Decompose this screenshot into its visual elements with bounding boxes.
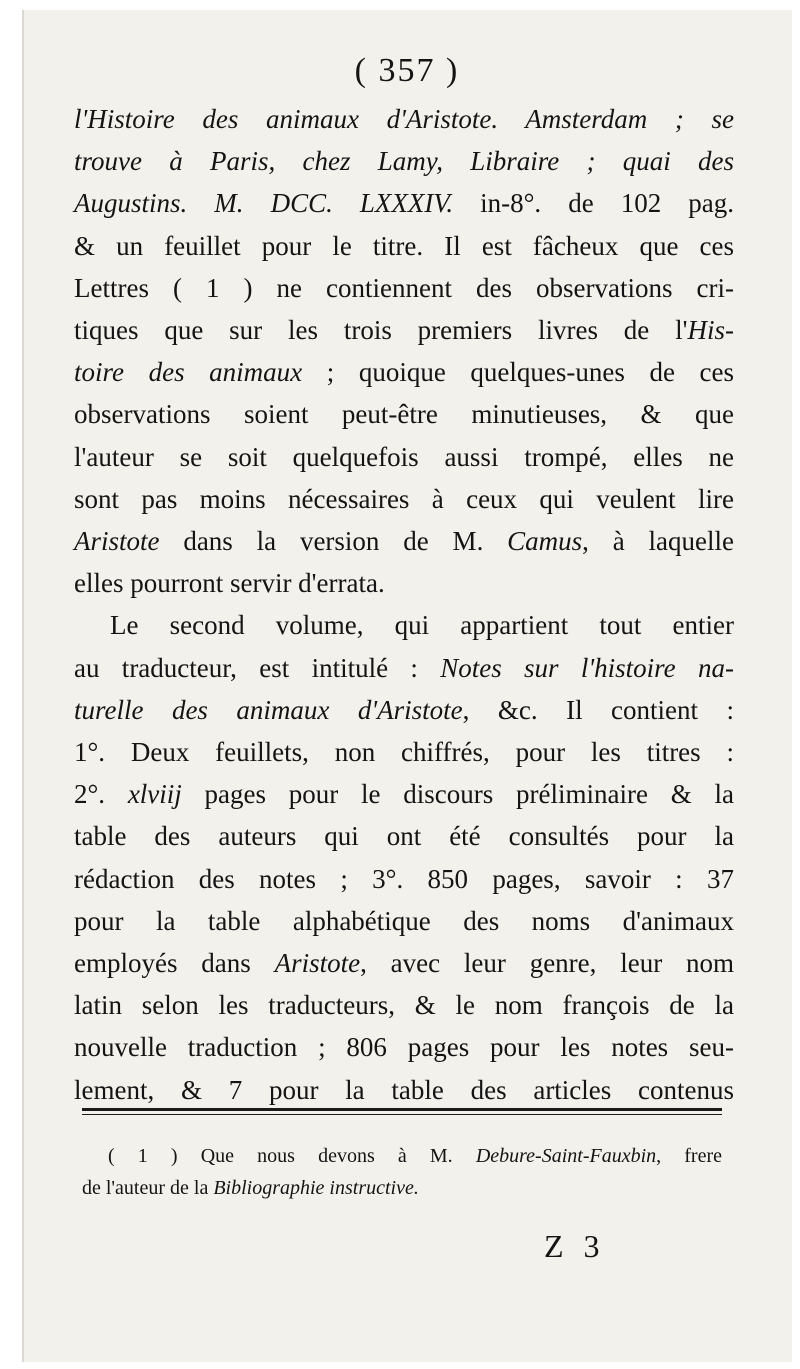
- text-line: [74, 309, 734, 351]
- footnote-line: [82, 1172, 722, 1204]
- text-line: [74, 98, 734, 140]
- text-line: [74, 773, 734, 815]
- text-line: [74, 1069, 734, 1111]
- italic-text: Debure-Saint-Fauxbin: [475, 1145, 657, 1167]
- text-run: dans la version de M.: [159, 526, 508, 557]
- text-run: table des auteurs qui ont été consultés pour la: [74, 821, 734, 852]
- text-line: [74, 393, 734, 435]
- footnote-rule: [82, 1108, 722, 1111]
- text-run: latin selon les traducteurs, & le nom françois de la: [74, 990, 734, 1021]
- italic-text: turelle des animaux d'Aristote: [74, 694, 463, 725]
- text-run: , frere: [656, 1145, 723, 1167]
- text-run: ; quoique quelques-unes de ces: [302, 357, 735, 388]
- text-run: lement, & 7 pour la table des articles contenus: [74, 1074, 734, 1105]
- text-run: Lettres ( 1 ) ne contiennent des observations cri-: [74, 272, 734, 303]
- text-run: l'auteur se soit quelquefois aussi trompé, elles ne: [74, 441, 734, 472]
- text-run: au traducteur, est intitulé :: [74, 652, 441, 683]
- text-run: rédaction des notes ; 3°. 850 pages, savoir : 37: [74, 863, 734, 894]
- italic-text: His-: [687, 315, 734, 346]
- footnote-line: [82, 1140, 722, 1172]
- italic-text: toire des animaux: [74, 357, 303, 388]
- text-line: [74, 478, 734, 520]
- text-line: [74, 984, 734, 1026]
- printer-signature: Z 3: [544, 1228, 606, 1264]
- text-run: 2°.: [74, 779, 128, 810]
- text-line: [74, 731, 734, 773]
- italic-text: Aristote: [74, 526, 160, 557]
- footnote: [82, 1140, 722, 1204]
- text-line: [74, 267, 734, 309]
- text-line: [74, 815, 734, 857]
- text-line: [74, 562, 734, 604]
- text-run: , &c. Il contient :: [462, 694, 735, 725]
- text-line: [74, 140, 734, 182]
- main-text: [74, 98, 734, 1111]
- text-line: [74, 604, 734, 646]
- text-line: [74, 858, 734, 900]
- text-run: observations soient peut-être minutieuses, & que: [74, 399, 734, 430]
- text-run: 1°. Deux feuillets, non chiffrés, pour les titres :: [74, 737, 734, 768]
- text-run: ( 1 ) Que nous devons à M.: [108, 1145, 476, 1167]
- text-run: tiques que sur les trois premiers livres de l': [74, 315, 688, 346]
- book-page: [22, 10, 792, 1362]
- text-run: pour la table alphabétique des noms d'animaux: [74, 905, 734, 936]
- text-run: nouvelle traduction ; 806 pages pour les notes seu-: [74, 1032, 734, 1063]
- italic-text: Notes sur l'histoire na-: [440, 652, 734, 683]
- text-line: [74, 647, 734, 689]
- text-run: employés dans: [74, 948, 275, 979]
- text-run: Le second volume, qui appartient tout entier: [110, 610, 734, 641]
- italic-text: l'Histoire des animaux d'Aristote. Amsterdam ; se: [74, 104, 734, 134]
- footnote-rule-thin: [82, 1114, 722, 1115]
- text-line: [74, 182, 734, 224]
- text-run: elles pourront servir d'errata.: [74, 568, 385, 599]
- text-run: sont pas moins nécessaires à ceux qui veulent lire: [74, 483, 734, 514]
- text-line: [74, 351, 734, 393]
- italic-text: Aristote: [274, 948, 361, 979]
- text-line: [74, 900, 734, 942]
- text-line: [74, 225, 734, 267]
- italic-text: Camus: [507, 526, 583, 557]
- text-line: [74, 520, 734, 562]
- text-line: [74, 689, 734, 731]
- italic-text: Bibliographie instructive.: [213, 1177, 419, 1199]
- italic-text: Augustins. M. DCC. LXXXIV.: [74, 188, 454, 219]
- italic-text: trouve à Paris, chez Lamy, Libraire ; quai des: [74, 146, 734, 177]
- text-run: pages pour le discours préliminaire & la: [181, 779, 734, 810]
- text-run: , avec leur genre, leur nom: [360, 948, 734, 979]
- text-run: de l'auteur de la: [82, 1177, 214, 1199]
- text-line: [74, 436, 734, 478]
- page-number: ( 357 ): [354, 52, 460, 89]
- text-run: in-8°. de 102 pag.: [453, 188, 734, 219]
- italic-text: xlviij: [127, 779, 182, 810]
- text-line: [74, 942, 734, 984]
- text-run: , à laquelle: [582, 526, 734, 557]
- text-run: & un feuillet pour le titre. Il est fâcheux que ces: [74, 230, 734, 261]
- text-line: [74, 1026, 734, 1068]
